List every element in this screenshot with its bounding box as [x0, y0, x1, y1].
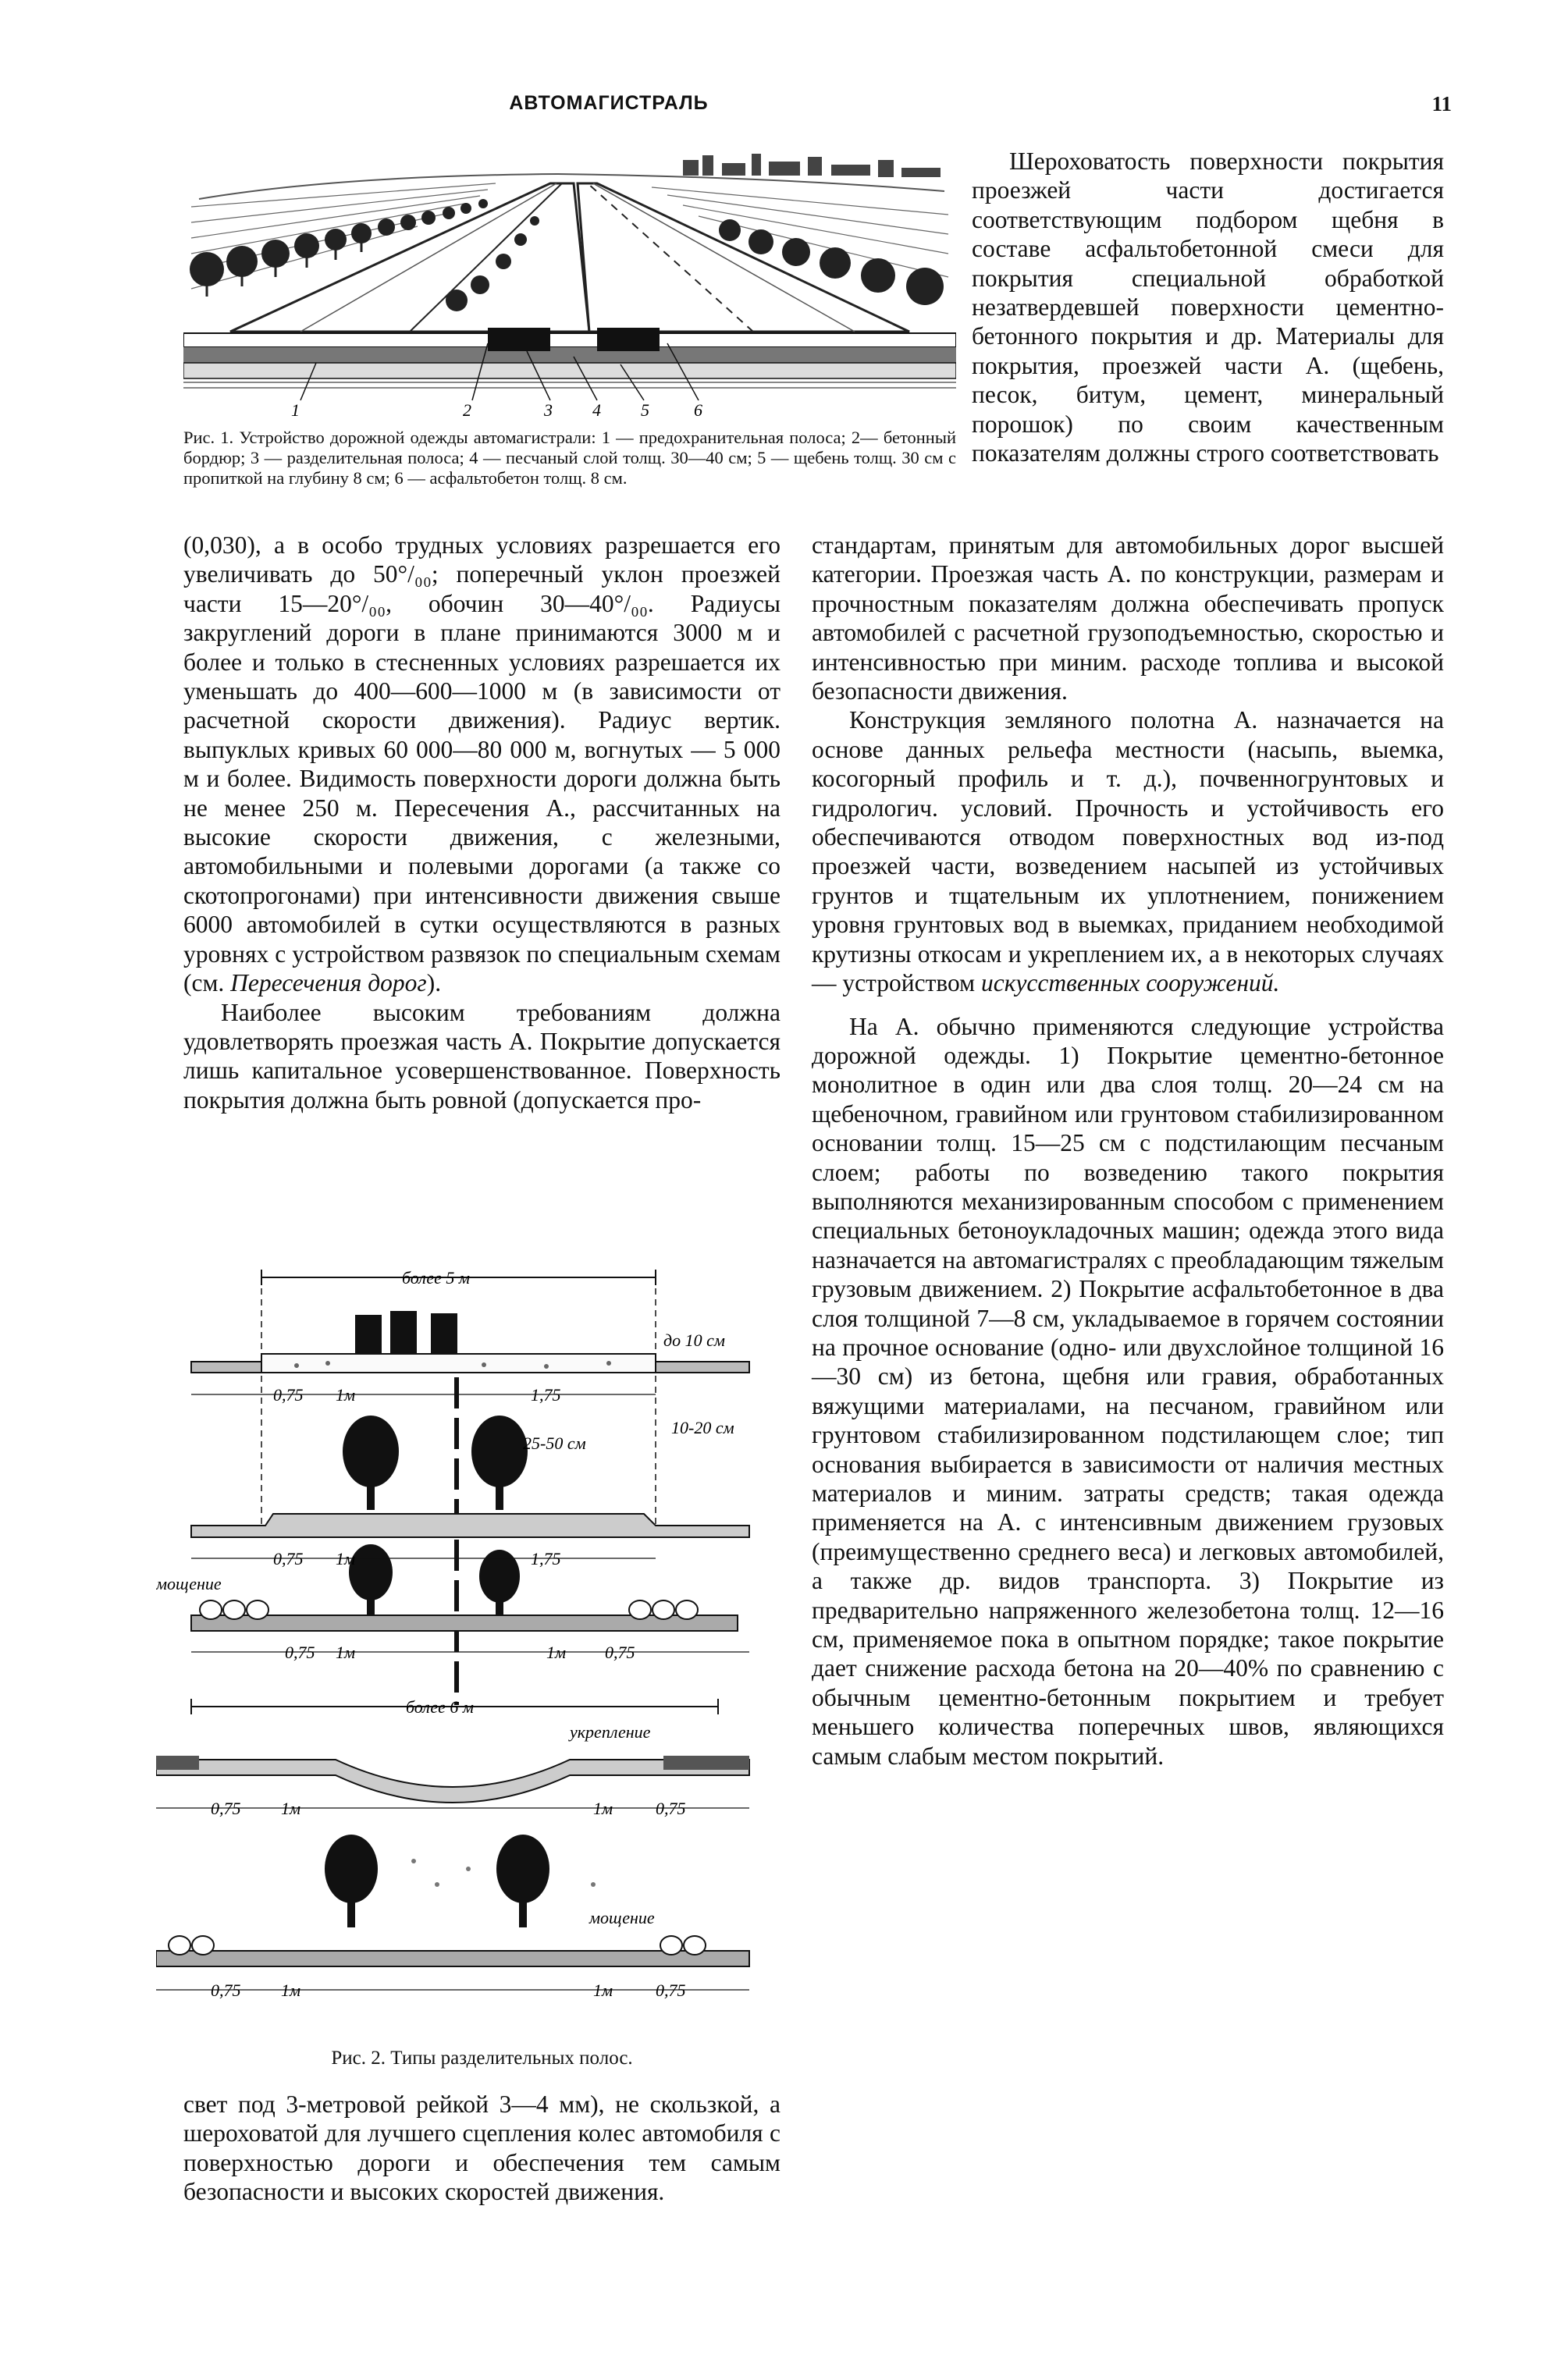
left-paragraph-2: Наиболее высоким требованиям должна удовлетворять проезжая часть А. Покрытие допускается лишь капитальное усовершенствованное. Поверхность покрытия должна быть ровной (допускается про- — [183, 998, 780, 1114]
figure-1-illustration — [183, 152, 956, 417]
running-title: АВТОМАГИСТРАЛЬ — [509, 92, 709, 114]
figure-2-caption: Рис. 2. Типы разделительных полос. — [331, 2048, 633, 2069]
right-paragraph-3: На А. обычно применяются следующие устройства дорожной одежды. 1) Покрытие цементно-бетонное монолитное в один или два слоя толщ. 20—24 см на щебеночном, гравийном или грунтовом стабилизированном основании толщ. 15—25 см с подстилающим песчаным слоем; работы по возведению такого покрытия выполняются механизированным способом с применением специальных бетоноукладочных машин; одежда этого вида назначается на автомагистралях с преобладающим тяжелым грузовым движением. 2) Покрытие асфальтобетонное в два слоя толщиной 7—8 см, укладываемое в горячем состоянии на прочное основание (одно- или двухслойное толщиной 16—30 см) из бетона, щебня или гравия, обработанных вяжущими материалами, на песчаном, гравийном или грунтовом стабилизированном подстилающем слое; тип основания выбирается в зависимости от наличия местных материалов и миним. затраты средств; такая одежда применяется на А. с интенсивным движением грузовых (преимущественно среднего веса) и легковых автомобилей, а также др. видов транспорта. 3) Покрытие из предварительно напряженного железобетона толщ. 12—16 см, применяемое пока в опытном порядке; такое покрытие дает снижение расхода бетона на 20—40% по сравнению с обычным цементно-бетонным покрытием и требует меньшего количества поперечных швов, являющихся самым слабым местом покрытий. — [812, 1012, 1444, 1770]
right-column-top-text — [972, 147, 1444, 467]
dim-1m: 1м — [336, 1643, 356, 1662]
right-paragraph-2: Конструкция земляного полотна А. назначается на основе данных рельефа местности (насыпь, выемка, косогорный профиль и т. д.), почвенногрунтовых и гидрологич. условий. Прочность и устойчивость его обеспечиваются отводом поверхностных вод из-под проезжей части, возведением насыпей из устойчивых грунтов и тщательным их уплотнением, понижением уровня грунтовых вод в выемках, приданием необходимой крутизны откосам и укреплением их, а в некоторых случаях — устройством — [812, 706, 1444, 997]
dim-1-75: 1,75 — [531, 1385, 561, 1405]
figure-1-label: 6 — [694, 400, 702, 417]
right-column-text — [812, 531, 1444, 1771]
dim-1m: 1м — [281, 1799, 301, 1818]
figure-1-label: 3 — [544, 400, 553, 417]
figure-1-label: 2 — [463, 400, 471, 417]
dim-to-10cm: до 10 см — [663, 1330, 725, 1350]
dim-more-6m: более 6 м — [406, 1697, 474, 1717]
left-paragraph-1: (0,030), а в особо трудных условиях разрешается его увеличивать до 50°/₀₀; поперечный уклон проезжей части 15—20°/₀₀, обочин 30—40°/₀₀. Радиусы закруглений дороги в плане принимаются 3000 м и более и только в стесненных условиях разрешается их уменьшать до 400—600—1000 м (в зависимости от расчетной скорости движения). Радиус вертик. выпуклых кривых 60 000—80 000 м, вогнутых — 5 000 м и более. Видимость поверхности дороги должна быть не менее 250 м. Пересечения А., рассчитанных на высокие скорости движения, с железными, автомобильными и полевыми дорогами (а также со скотопрогонами) при интенсивности движения свыше 6000 автомобилей в сутки осуществляются в разных уровнях с устройством развязок по специальным схемам (см. — [183, 531, 780, 997]
left-column-bottom-text — [183, 2090, 780, 2207]
dim-0-75: 0,75 — [656, 1799, 686, 1818]
dim-1m: 1м — [336, 1385, 356, 1405]
page-number: 11 — [1431, 92, 1452, 115]
left-column-text: (0,030), а в особо трудных условиях разрешается его увеличивать до 50°/₀₀; поперечный уклон проезжей части 15—20°/₀₀, обочин 30—40°/₀₀. Радиусы закруглений дороги в плане принимаются 3000 м и более и только в стесненных условиях разрешается их уменьшать до 400—600—1000 м (в зависимости от расчетной скорости движения). Радиус вертик. выпуклых кривых 60 000—80 000 м, вогнутых — 5 000 м и более. Видимость поверхности дороги должна быть не менее 250 м. Пересечения А., рассчитанных на высокие скорости движения, с железными, автомобильными и полевыми дорогами (а также со скотопрогонами) при интенсивности движения свыше 6000 автомобилей в сутки осуществляются в разных уровнях с устройством развязок по специальным схемам (см. Пересечения дорог). Наиболее высоким требованиям должна удовлетворять проезжая часть А. Покрытие допускается лишь капитальное усовершенствованное. Поверхность покрытия должна быть ровной (допускается про- — [183, 531, 780, 1114]
right-column-top-paragraph: Шероховатость поверхности покрытия проезжей части достигается соответствующим подбором щебня в составе асфальтобетонной смеси для покрытия специальной обработкой незатвердевшей поверхности цементно-бетонного покрытия и др. Материалы для покрытия, проезжей части А. (щебень, песок, битум, цемент, минеральный порошок) по своим качественным показателям должны строго соответствовать — [972, 147, 1444, 467]
dim-1-75: 1,75 — [531, 1549, 561, 1568]
figure-1-label: 1 — [291, 400, 300, 417]
label-paving: мощение — [156, 1574, 222, 1593]
dim-1m: 1м — [593, 1799, 613, 1818]
dim-1m: 1м — [336, 1549, 356, 1568]
cross-reference-link[interactable]: искусственных сооружений. — [980, 969, 1280, 997]
dim-0-75: 0,75 — [285, 1643, 315, 1662]
label-paving: мощение — [589, 1908, 655, 1927]
dim-1m: 1м — [546, 1643, 567, 1662]
dim-1m: 1м — [593, 1980, 613, 2000]
right-paragraph-1: стандартам, принятым для автомобильных дорог высшей категории. Проезжая часть А. по конструкции, размерам и прочностным показателям должна обеспечивать пропуск автомобилей с расчетной грузоподъемностью, скоростью и интенсивностью при миним. расходе топлива и высокой безопасности движения. — [812, 531, 1444, 705]
dim-0-75: 0,75 — [273, 1385, 304, 1405]
figure-1-label: 4 — [592, 400, 601, 417]
dim-0-75: 0,75 — [656, 1980, 686, 2000]
label-reinforcement: укрепление — [570, 1722, 651, 1742]
dim-10-20cm: 10-20 см — [671, 1418, 734, 1437]
dim-25-50cm: 25-50 см — [523, 1433, 586, 1453]
dim-more-5m: более 5 м — [402, 1268, 470, 1288]
figure-1-label: 5 — [641, 400, 649, 417]
left-paragraph-3: свет под 3-метровой рейкой 3—4 мм), не скользкой, а шероховатой для лучшего сцепления колес автомобиля с поверхностью дороги и обеспечения тем самым безопасности и высоких скоростей движения. — [183, 2090, 780, 2206]
dim-1m: 1м — [281, 1980, 301, 2000]
cross-reference-link[interactable]: Пересечения дорог — [230, 969, 427, 997]
dim-0-75: 0,75 — [211, 1980, 241, 2000]
dim-0-75: 0,75 — [605, 1643, 635, 1662]
dim-0-75: 0,75 — [211, 1799, 241, 1818]
figure-2-diagram — [156, 1268, 773, 2087]
figure-1-caption: Рис. 1. Устройство дорожной одежды автомагистрали: 1 — предохранительная полоса; 2— бетонный бордюр; 3 — разделительная полоса; 4 — песчаный слой толщ. 30—40 см; 5 — щебень толщ. 30 см с пропиткой на глубину 8 см; 6 — асфальтобетон толщ. 8 см. — [183, 428, 956, 488]
dim-0-75: 0,75 — [273, 1549, 304, 1568]
